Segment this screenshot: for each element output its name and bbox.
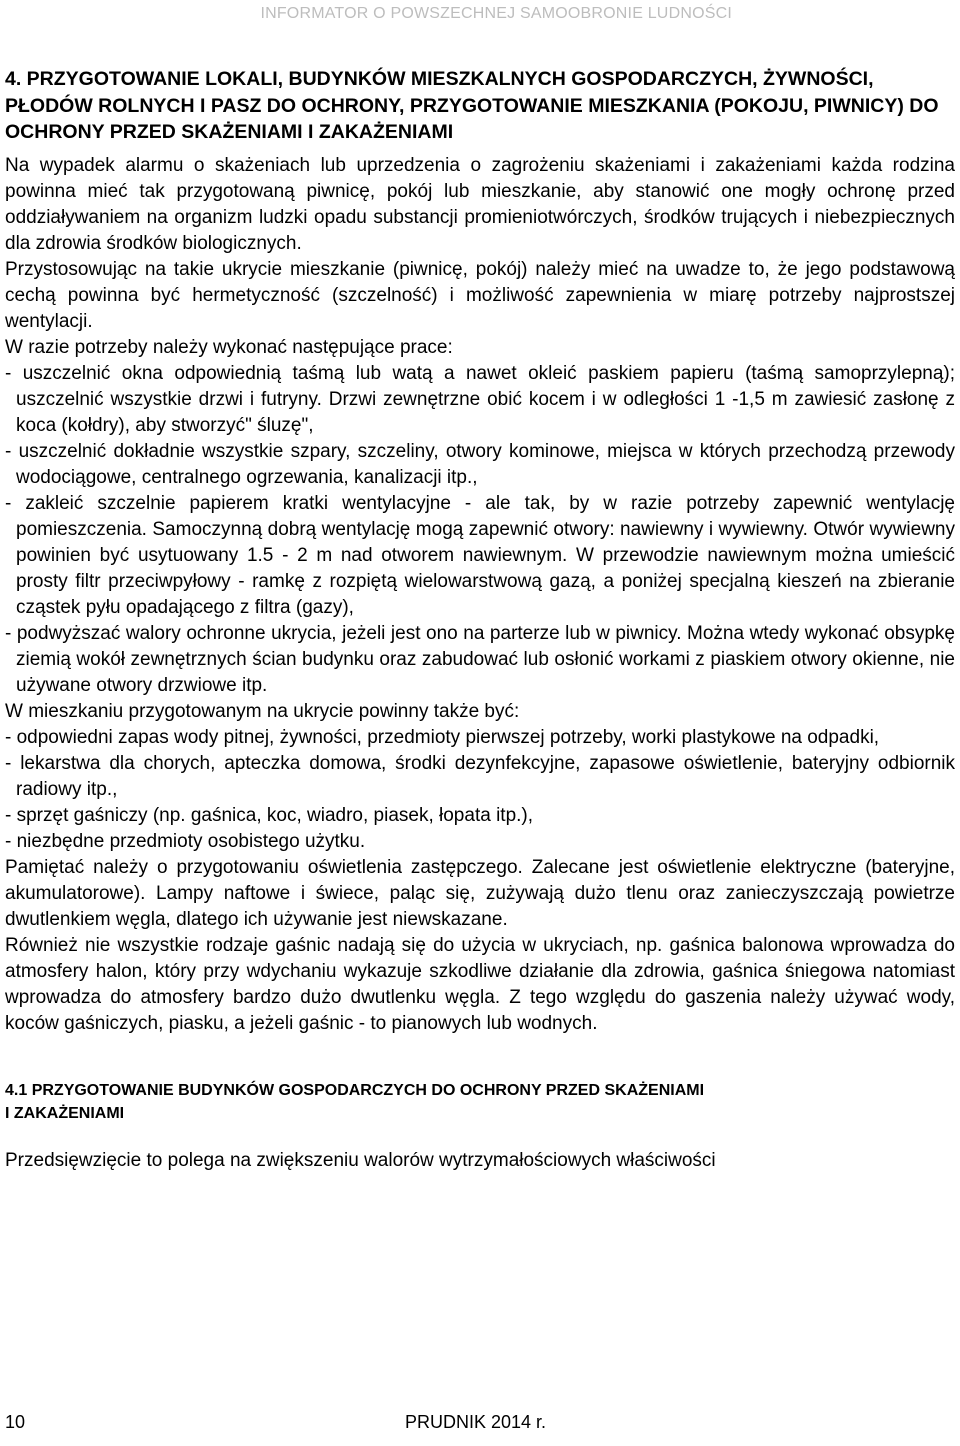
spacer bbox=[5, 1037, 955, 1079]
list-item-seal-gaps: - uszczelnić dokładnie wszystkie szpary, szczeliny, otwory kominowe, miejsca w których przechodzą przewody wodociągowe, centralnego ogrzewania, kanalizacji itp., bbox=[5, 440, 955, 488]
running-header: INFORMATOR O POWSZECHNEJ SAMOOBRONIE LUDNOŚCI bbox=[260, 5, 732, 22]
paragraph-extinguishers: Również nie wszystkie rodzaje gaśnic nadają się do użycia w ukryciach, np. gaśnica balonowa wprowadza do atmosfery halon, który przy wdychaniu wykazuje szkodliwe działanie dla zdrowia, gaśnica śniegowa natomiast wprowadza do atmosfery bardzo dużo dwutlenku węgla. Z tego względu do gaszenia należy używać wody, koców gaśniczych, piasku, a jeżeli gaśnic - to pianowych lub wodnych. bbox=[5, 934, 955, 1034]
list-item-protection: - podwyższać walory ochronne ukrycia, jeżeli jest ono na parterze lub w piwnicy. Można wtedy wykonać obsypkę ziemią wokół zewnętrznych ścian budynku oraz zabudować lub osłonić workami z piaskiem otwory okienne, nie używane otwory drzwiowe itp. bbox=[5, 622, 955, 696]
list-item-personal-items: - niezbędne przedmioty osobistego użytku. bbox=[5, 830, 366, 852]
paragraph-subsection-intro: Przedsięwzięcie to polega na zwiększeniu walorów wytrzymałościowych właściwości bbox=[5, 1149, 716, 1171]
page-number: 10 bbox=[5, 1412, 26, 1432]
paragraph-lighting: Pamiętać należy o przygotowaniu oświetlenia zastępczego. Zalecane jest oświetlenie elektryczne (bateryjne, akumulatorowe). Lampy naftowe i świece, paląc się, zużywają dużo tlenu oraz zanieczyszczają powietrze dwutlenkiem węgla, dlatego ich używanie jest niewskazane. bbox=[5, 856, 955, 930]
spacer bbox=[5, 1125, 955, 1148]
subsection-title-line2: I ZAKAŻENIAMI bbox=[5, 1104, 125, 1122]
paragraph-works-intro: W razie potrzeby należy wykonać następujące prace: bbox=[5, 336, 453, 358]
paragraph-shelter-adaptation: Przystosowując na takie ukrycie mieszkanie (piwnicę, pokój) należy mieć na uwadze to, że jego podstawową cechą powinna być hermetyczność (szczelność) i możliwość zapewnienia w miarę potrzeby najprostszej wentylacji. bbox=[5, 258, 955, 332]
list-item-medicines: - lekarstwa dla chorych, apteczka domowa, środki dezynfekcyjne, zapasowe oświetlenie, bateryjny odbiornik radiowy itp., bbox=[5, 752, 955, 800]
subsection-title-line1: 4.1 PRZYGOTOWANIE BUDYNKÓW GOSPODARCZYCH DO OCHRONY PRZED SKAŻENIAMI bbox=[5, 1081, 705, 1099]
paragraph-supplies-intro: W mieszkaniu przygotowanym na ukrycie powinny także być: bbox=[5, 700, 520, 722]
list-item-water-food: - odpowiedni zapas wody pitnej, żywności, przedmioty pierwszej potrzeby, worki plastykowe na odpadki, bbox=[5, 726, 880, 748]
list-item-ventilation: - zakleić szczelnie papierem kratki wentylacyjne - ale tak, by w razie potrzeby zapewnić wentylację pomieszczenia. Samoczynną dobrą wentylację mogą zapewnić otwory: nawiewny i wywiewny. Otwór wywiewny powinien być usytuowany 1.5 - 2 m nad otworem nawiewnym. W przewodzie nawiewnym można umieścić prosty filtr przeciwpyłowy - ramkę z rozpiętą wielowarstwową gazą, a poniżej specjalną kieszeń na zbieranie cząstek pyłu opadającego z filtra (gazy), bbox=[5, 492, 955, 618]
paragraph-alarm: Na wypadek alarmu o skażeniach lub uprzedzenia o zagrożeniu skażeniami i zakażeniami każda rodzina powinna mieć tak przygotowaną piwnicę, pokój lub mieszkanie, aby stanowić one mogły ochronę przed oddziaływaniem na organizm ludzki opadu substancji promieniotwórczych, środków trujących i niebezpiecznych dla zdrowia środków biologicznych. bbox=[5, 154, 955, 254]
page-content bbox=[5, 66, 955, 1174]
footer-place-year: PRUDNIK 2014 r. bbox=[405, 1412, 547, 1432]
section-title: 4. PRZYGOTOWANIE LOKALI, BUDYNKÓW MIESZKALNYCH GOSPODARCZYCH, ŻYWNOŚCI, PŁODÓW ROLNYCH I PASZ DO OCHRONY, PRZYGOTOWANIE MIESZKANIA (POKOJU, PIWNICY) DO OCHRONY PRZED SKAŻENIAMI I ZAKAŻENIAMI bbox=[5, 68, 939, 143]
list-item-seal-windows: - uszczelnić okna odpowiednią taśmą lub watą a nawet okleić paskiem papieru (taśmą samoprzylepną); uszczelnić wszystkie drzwi i futryny. Drzwi zewnętrzne obić kocem i w odległości 1 -1,5 m zawiesić zasłonę z koca (kołdry), aby stworzyć" śluzę", bbox=[5, 362, 955, 436]
list-item-extinguishing: - sprzęt gaśniczy (np. gaśnica, koc, wiadro, piasek, łopata itp.), bbox=[5, 804, 534, 826]
